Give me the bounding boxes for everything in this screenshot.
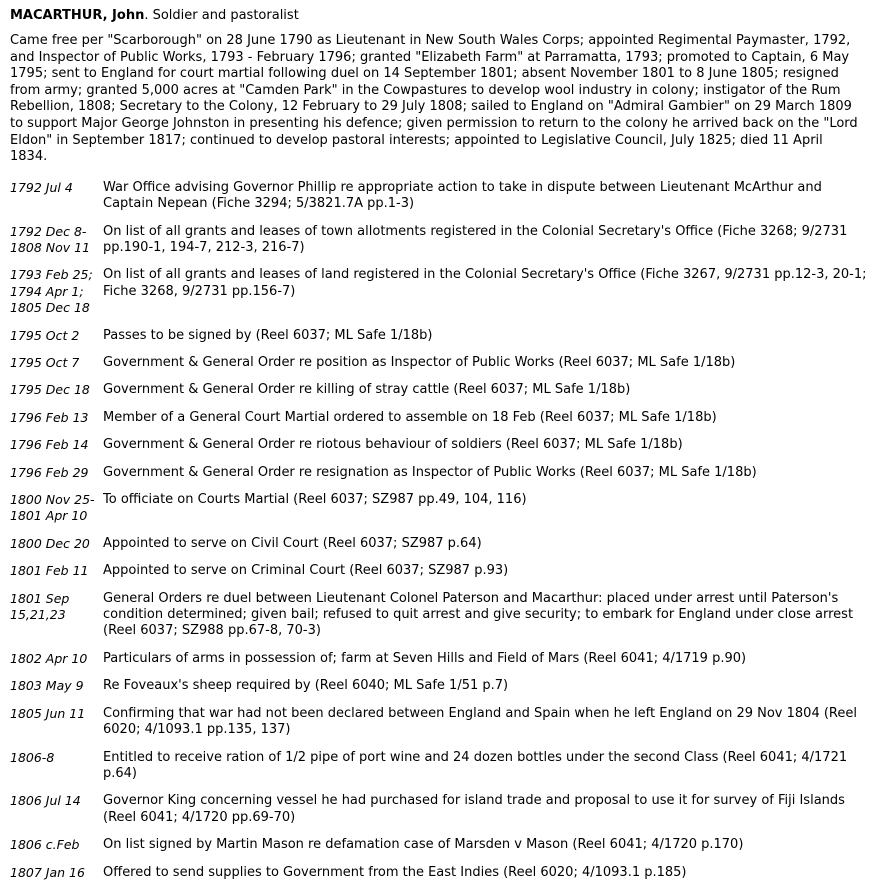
biography-paragraph: Came free per "Scarborough" on 28 June 1790 as Lieutenant in New South Wales Corps; appointed Regimental Paymaster, 1792, and Inspector of Public Works, 1793 - February 1796; granted "Elizabeth Farm" at Parramatta, 1793; promoted to Captain, 6 May 1795; sent to England for court martial following duel on 14 September 1801; absent November 1801 to 8 June 1805; resigned from army; granted 5,000 acres at "Camden Park" in the Cowpastures to develop wool industry in colony; instigator of the Rum Rebellion, 1808; Secretary to the Colony, 12 February to 29 July 1808; sailed to England on "Admiral Gambier" on 29 March 1809 to support Major George Johnston in presenting his defence; given permission to return to the colony he arrived back on the "Lord Eldon" in September 1817; continued to develop pastoral interests; appointed to Legislative Council, July 1825; died 11 April 1834. <box>10 33 858 165</box>
record-date: 1795 Oct 2 <box>10 327 80 343</box>
record-date: 1801 Feb 11 <box>10 563 89 579</box>
table-row <box>10 382 871 409</box>
record-description: Re Foveaux's sheep required by (Reel 6040; ML Safe 1/51 p.7) <box>103 678 509 694</box>
table-row <box>10 267 871 327</box>
record-description: Confirming that war had not been declared between England and Spain when he left England on 29 Nov 1804 (Reel 6020; 4/1093.1 pp.135, 137) <box>103 705 857 738</box>
record-date: 1792 Dec 8-1808 Nov 11 <box>10 223 91 255</box>
record-date: 1800 Dec 20 <box>10 535 90 551</box>
table-row <box>10 837 871 864</box>
table-row <box>10 492 871 536</box>
person-name: MACARTHUR, John <box>10 8 145 23</box>
record-description: Government & General Order re riotous behaviour of soldiers (Reel 6037; ML Safe 1/18b) <box>103 437 683 453</box>
record-description: Member of a General Court Martial ordered to assemble on 18 Feb (Reel 6037; ML Safe 1/18b) <box>103 409 717 425</box>
page-title <box>10 7 863 24</box>
table-row <box>10 865 871 892</box>
record-date: 1801 Sep 15,21,23 <box>10 590 70 623</box>
table-row <box>10 793 871 837</box>
table-row <box>10 591 871 651</box>
record-description: On list of all grants and leases of town allotments registered in the Colonial Secretary's Office (Fiche 3268; 9/2731 pp.190-1, 194-7, 212-3, 216-7) <box>103 223 848 255</box>
record-description: Particulars of arms in possession of; farm at Seven Hills and Field of Mars (Reel 6041; 4/1719 p.90) <box>103 650 747 666</box>
table-row <box>10 563 871 590</box>
record-date: 1806-8 <box>10 749 55 765</box>
record-description: General Orders re duel between Lieutenant Colonel Paterson and Macarthur: placed under arrest until Paterson's condition determined; given bail; refused to quit arrest and give security; to embark for England under close arrest (Reel 6037; SZ988 pp.67-8, 70-3) <box>103 590 854 639</box>
record-date: 1803 May 9 <box>10 678 84 694</box>
record-date: 1796 Feb 13 <box>10 409 89 425</box>
record-description: Entitled to receive ration of 1/2 pipe of port wine and 24 dozen bottles under the second Class (Reel 6041; 4/1721 p.64) <box>103 749 848 781</box>
table-row <box>10 224 871 268</box>
record-description: Governor King concerning vessel he had purchased for island trade and proposal to use it for survey of Fiji Islands (Reel 6041; 4/1720 pp.69-70) <box>103 793 845 825</box>
record-description: War Office advising Governor Phillip re appropriate action to take in dispute between Lieutenant McArthur and Captain Nepean (Fiche 3294; 5/3821.7A pp.1-3) <box>103 179 822 212</box>
record-description: On list signed by Martin Mason re defamation case of Marsden v Mason (Reel 6041; 4/1720 p.170) <box>103 837 744 853</box>
record-date: 1800 Nov 25-1801 Apr 10 <box>10 492 95 524</box>
record-description: Appointed to serve on Civil Court (Reel 6037; SZ987 p.64) <box>103 535 482 551</box>
record-date: 1805 Jun 11 <box>10 705 86 721</box>
record-description: To officiate on Courts Martial (Reel 6037; SZ987 pp.49, 104, 116) <box>103 492 527 508</box>
table-row <box>10 651 871 678</box>
record-date: 1792 Jul 4 <box>10 179 73 195</box>
table-row <box>10 180 871 224</box>
record-date: 1807 Jan 16 <box>10 864 85 880</box>
record-description: Passes to be signed by (Reel 6037; ML Safe 1/18b) <box>103 327 433 343</box>
record-description: Offered to send supplies to Government from the East Indies (Reel 6020; 4/1093.1 p.185) <box>103 864 687 880</box>
record-date: 1793 Feb 25; 1794 Apr 1; 1805 Dec 18 <box>10 267 93 316</box>
records-table <box>10 180 871 892</box>
record-description: Government & General Order re position as Inspector of Public Works (Reel 6037; ML Safe 1/18b) <box>103 355 736 370</box>
table-row <box>10 536 871 563</box>
record-date: 1796 Feb 29 <box>10 464 89 480</box>
record-date: 1802 Apr 10 <box>10 650 88 666</box>
table-row <box>10 465 871 492</box>
table-row <box>10 355 871 382</box>
record-description: Appointed to serve on Criminal Court (Reel 6037; SZ987 p.93) <box>103 563 509 579</box>
table-row <box>10 678 871 705</box>
record-description: On list of all grants and leases of land registered in the Colonial Secretary's Office (Fiche 3267, 9/2731 pp.12-3, 20-1; Fiche 3268, 9/2731 pp.156-7) <box>103 267 867 299</box>
table-row <box>10 750 871 794</box>
table-row <box>10 328 871 355</box>
record-description: Government & General Order re killing of stray cattle (Reel 6037; ML Safe 1/18b) <box>103 382 631 398</box>
title-separator: . <box>144 8 153 23</box>
record-date: 1806 Jul 14 <box>10 793 81 809</box>
person-occupation: Soldier and pastoralist <box>152 8 299 23</box>
records-table-body <box>10 180 871 892</box>
record-date: 1796 Feb 14 <box>10 437 89 453</box>
record-date: 1806 c.Feb <box>10 837 80 853</box>
record-description: Government & General Order re resignation as Inspector of Public Works (Reel 6037; ML Safe 1/18b) <box>103 464 757 480</box>
table-row <box>10 437 871 464</box>
record-date: 1795 Dec 18 <box>10 382 90 398</box>
table-row <box>10 706 871 750</box>
table-row <box>10 410 871 437</box>
record-date: 1795 Oct 7 <box>10 355 80 370</box>
